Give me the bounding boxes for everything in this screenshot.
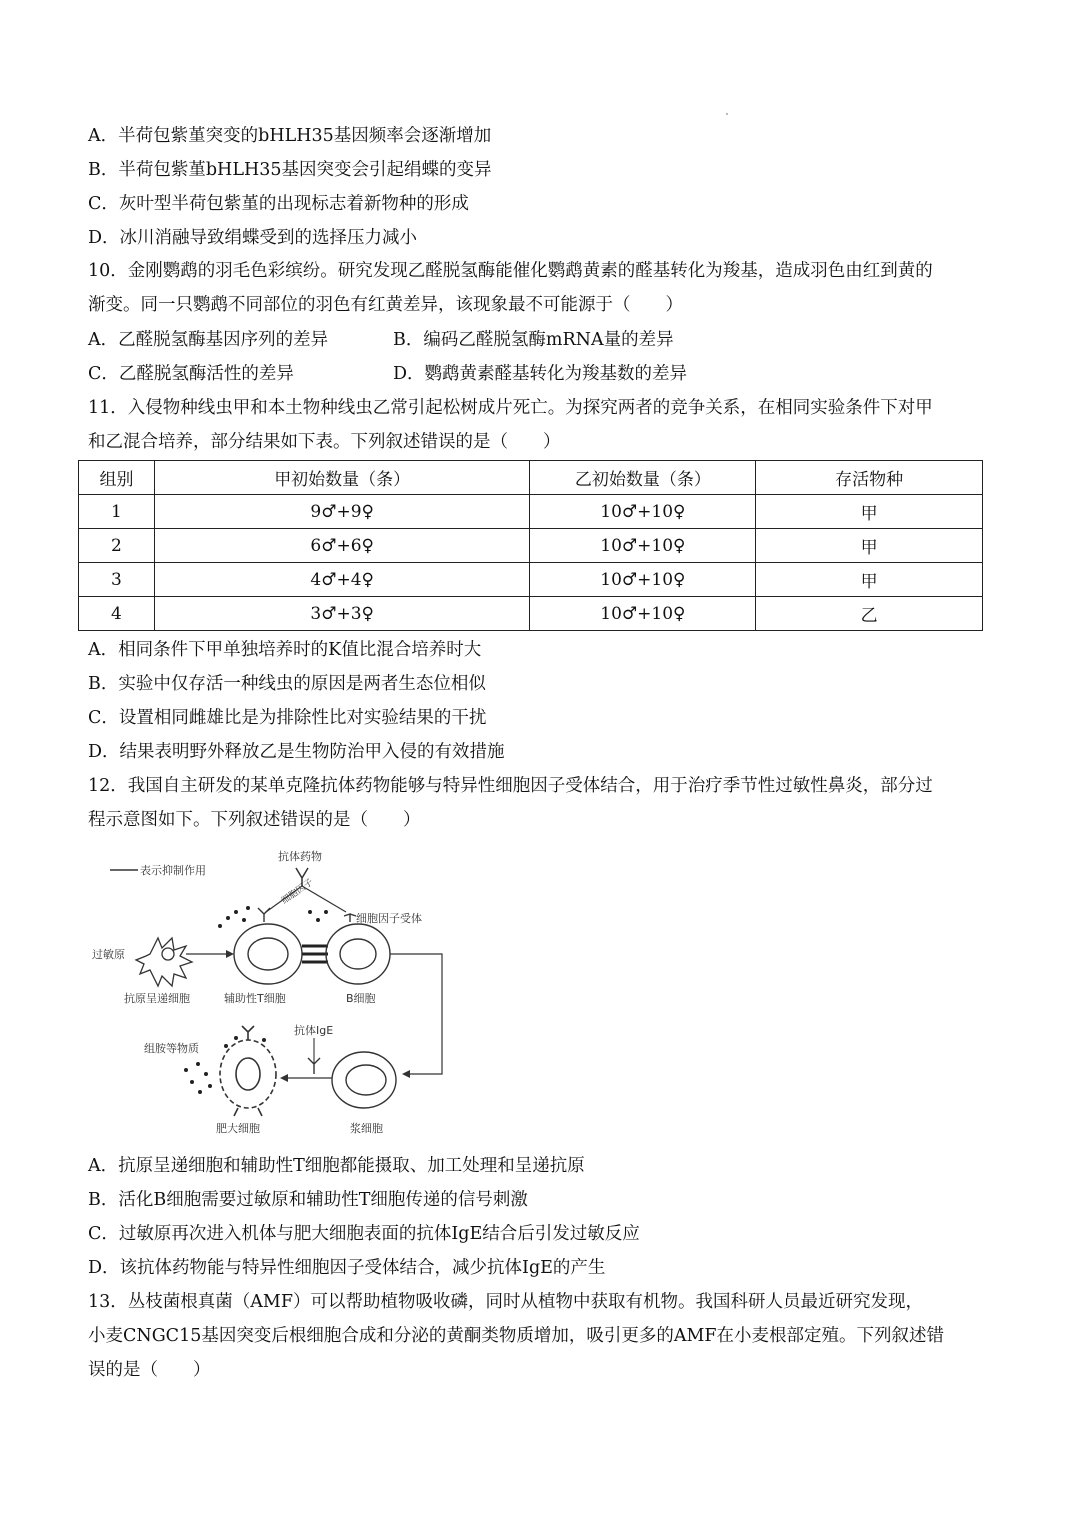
plasma-cell-label: 浆细胞 bbox=[350, 1122, 383, 1135]
q13-stem-line1: 13．丛枝菌根真菌（AMF）可以帮助植物吸收磷，同时从植物中获取有机物。我国科研人员最近研究发现， bbox=[88, 1292, 923, 1312]
q10-option-b: B．编码乙醛脱氢酶mRNA量的差异 bbox=[393, 330, 674, 350]
q13-stem-line2: 小麦CNGC15基因突变后根细胞合成和分泌的黄酮类物质增加，吸引更多的AMF在小麦根部定殖。下列叙述错 bbox=[88, 1326, 945, 1346]
table-cell: 4♂+4♀ bbox=[154, 563, 530, 597]
q11-stem-line1: 11．入侵物种线虫甲和本土物种线虫乙常引起松树成片死亡。为探究两者的竞争关系，在相同实验条件下对甲 bbox=[88, 398, 933, 418]
q11-stem-line2: 和乙混合培养，部分结果如下表。下列叙述错误的是（ ） bbox=[88, 432, 561, 452]
q9-option-c: C．灰叶型半荷包紫堇的出现标志着新物种的形成 bbox=[88, 194, 469, 214]
q12-option-b: B．活化B细胞需要过敏原和辅助性T细胞传递的信号刺激 bbox=[88, 1190, 528, 1210]
cytokine-label: 细胞因子 bbox=[279, 877, 316, 907]
q11-option-c: C．设置相同雌雄比是为排除性比对实验结果的干扰 bbox=[88, 708, 487, 728]
table-cell: 甲 bbox=[756, 563, 983, 597]
apc-icon bbox=[136, 938, 192, 986]
histamine-label: 组胺等物质 bbox=[144, 1042, 199, 1055]
q9-option-b: B．半荷包紫堇bHLH35基因突变会引起绢蝶的变异 bbox=[88, 160, 492, 180]
cell-junction bbox=[302, 946, 328, 962]
table-cell: 10♂+10♀ bbox=[530, 597, 756, 631]
table-cell: 10♂+10♀ bbox=[530, 563, 756, 597]
q12-stem-line1: 12．我国自主研发的某单克隆抗体药物能够与特异性细胞因子受体结合，用于治疗季节性过敏性鼻炎，部分过 bbox=[88, 776, 933, 796]
allergen-label: 过敏原 bbox=[92, 948, 125, 961]
mast-cell-label: 肥大细胞 bbox=[216, 1122, 260, 1135]
table-cell: 甲 bbox=[756, 495, 983, 529]
q12-stem-line2: 程示意图如下。下列叙述错误的是（ ） bbox=[88, 810, 421, 830]
q10-option-d: D．鹦鹉黄素醛基转化为羧基数的差异 bbox=[393, 364, 688, 384]
table-header-row bbox=[79, 461, 983, 495]
table-cell: 乙 bbox=[756, 597, 983, 631]
table-cell: 3♂+3♀ bbox=[154, 597, 530, 631]
table-cell: 4 bbox=[79, 597, 155, 631]
q11-table bbox=[78, 460, 983, 631]
q10-option-c: C．乙醛脱氢酶活性的差异 bbox=[88, 364, 294, 384]
scan-speck bbox=[726, 113, 728, 115]
legend-label: 表示抑制作用 bbox=[140, 864, 206, 877]
table-cell: 10♂+10♀ bbox=[530, 529, 756, 563]
antibody-drug-label: 抗体药物 bbox=[278, 850, 322, 863]
table-header: 乙初始数量（条） bbox=[530, 461, 756, 495]
arrowhead bbox=[402, 1070, 410, 1078]
q10-option-a: A．乙醛脱氢酶基因序列的差异 bbox=[88, 330, 329, 350]
apc-label: 抗原呈递细胞 bbox=[124, 992, 190, 1005]
q9-option-a: A．半荷包紫堇突变的bHLH35基因频率会逐渐增加 bbox=[88, 126, 492, 146]
table-row bbox=[79, 563, 983, 597]
table-row bbox=[79, 529, 983, 563]
table-header: 存活物种 bbox=[756, 461, 983, 495]
q10-stem-line2: 渐变。同一只鹦鹉不同部位的羽色有红黄差异，该现象最不可能源于（ ） bbox=[88, 295, 683, 315]
table-cell: 甲 bbox=[756, 529, 983, 563]
q11-option-a: A．相同条件下甲单独培养时的K值比混合培养时大 bbox=[88, 640, 482, 660]
b-to-plasma-arrow bbox=[390, 954, 442, 1074]
q11-option-d: D．结果表明野外释放乙是生物防治甲入侵的有效措施 bbox=[88, 742, 505, 762]
q12-option-d: D．该抗体药物能与特异性细胞因子受体结合，减少抗体IgE的产生 bbox=[88, 1258, 606, 1278]
mast-cell-icon bbox=[220, 1026, 276, 1116]
b-cell-label: B细胞 bbox=[346, 992, 376, 1005]
q12-option-c: C．过敏原再次进入机体与肥大细胞表面的抗体IgE结合后引发过敏反应 bbox=[88, 1224, 640, 1244]
table-header: 组别 bbox=[79, 461, 155, 495]
table-cell: 3 bbox=[79, 563, 155, 597]
table-cell: 1 bbox=[79, 495, 155, 529]
plasma-cell-icon bbox=[332, 1052, 396, 1108]
arrowhead bbox=[226, 950, 234, 958]
q12-option-a: A．抗原呈递细胞和辅助性T细胞都能摄取、加工处理和呈递抗原 bbox=[88, 1156, 585, 1176]
immune-diagram bbox=[88, 842, 450, 1142]
arrowhead bbox=[280, 1074, 288, 1082]
th-cell-label: 辅助性T细胞 bbox=[224, 992, 286, 1005]
table-cell: 9♂+9♀ bbox=[154, 495, 530, 529]
cytokine-receptor-label: 细胞因子受体 bbox=[356, 912, 422, 925]
table-cell: 6♂+6♀ bbox=[154, 529, 530, 563]
q10-stem-line1: 10．金刚鹦鹉的羽毛色彩缤纷。研究发现乙醛脱氢酶能催化鹦鹉黄素的醛基转化为羧基，造成羽色由红到黄的 bbox=[88, 261, 933, 281]
table-row bbox=[79, 597, 983, 631]
ige-label: 抗体IgE bbox=[294, 1024, 334, 1037]
q11-option-b: B．实验中仅存活一种线虫的原因是两者生态位相似 bbox=[88, 674, 486, 694]
q13-stem-line3: 误的是（ ） bbox=[88, 1360, 211, 1380]
table-cell: 10♂+10♀ bbox=[530, 495, 756, 529]
table-row bbox=[79, 495, 983, 529]
table-cell: 2 bbox=[79, 529, 155, 563]
table-header: 甲初始数量（条） bbox=[154, 461, 530, 495]
q9-option-d: D．冰川消融导致绢蝶受到的选择压力减小 bbox=[88, 228, 418, 248]
